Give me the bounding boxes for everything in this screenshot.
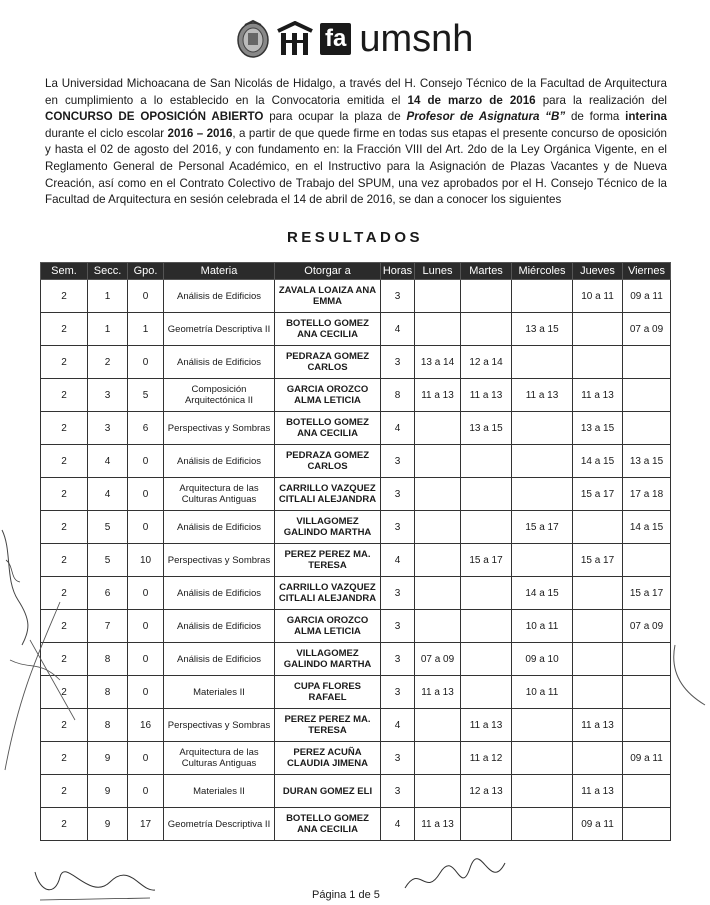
table-row [41, 445, 671, 478]
table-row [41, 610, 671, 643]
table-cell: 3 [381, 610, 415, 643]
signature-bottom-right [400, 858, 510, 903]
table-cell: 0 [128, 676, 164, 709]
table-cell: 17 a 18 [623, 478, 671, 511]
table-cell: 11 a 13 [461, 379, 512, 412]
table-cell: 09 a 11 [623, 742, 671, 775]
table-cell: 0 [128, 478, 164, 511]
table-cell: 2 [41, 676, 88, 709]
header-logos [236, 14, 473, 64]
table-cell [415, 412, 461, 445]
table-cell: 15 a 17 [623, 577, 671, 610]
table-cell: 2 [41, 577, 88, 610]
table-cell: 3 [381, 577, 415, 610]
table-cell [512, 445, 573, 478]
table-cell: PEDRAZA GOMEZ CARLOS [275, 346, 381, 379]
column-header: Martes [461, 263, 512, 280]
table-cell: 13 a 14 [415, 346, 461, 379]
table-cell: Análisis de Edificios [164, 346, 275, 379]
table-cell [512, 742, 573, 775]
table-cell: CUPA FLORES RAFAEL [275, 676, 381, 709]
table-cell: 14 a 15 [623, 511, 671, 544]
table-cell: Perspectivas y Sombras [164, 544, 275, 577]
table-cell: 1 [88, 313, 128, 346]
table-cell: 15 a 17 [573, 478, 623, 511]
table-cell: 2 [41, 544, 88, 577]
table-cell: 11 a 13 [461, 709, 512, 742]
table-row [41, 346, 671, 379]
table-cell: 2 [41, 313, 88, 346]
table-cell [415, 775, 461, 808]
results-table [40, 262, 671, 841]
table-cell [461, 511, 512, 544]
table-cell: 4 [381, 808, 415, 841]
table-cell [415, 577, 461, 610]
table-cell [461, 313, 512, 346]
table-cell: 12 a 14 [461, 346, 512, 379]
table-row [41, 577, 671, 610]
table-row [41, 709, 671, 742]
table-cell: 3 [88, 412, 128, 445]
table-cell: 2 [41, 775, 88, 808]
table-cell: 17 [128, 808, 164, 841]
table-cell: 10 a 11 [573, 280, 623, 313]
table-cell: Materiales II [164, 775, 275, 808]
table-cell: 5 [88, 544, 128, 577]
table-cell: 2 [41, 511, 88, 544]
table-cell: 5 [128, 379, 164, 412]
table-cell: 09 a 11 [573, 808, 623, 841]
table-cell: 4 [381, 544, 415, 577]
table-row [41, 412, 671, 445]
table-cell: 2 [88, 346, 128, 379]
column-header: Secc. [88, 263, 128, 280]
table-cell: GARCIA OROZCO ALMA LETICIA [275, 379, 381, 412]
table-cell: 12 a 13 [461, 775, 512, 808]
table-cell [415, 478, 461, 511]
table-cell: Análisis de Edificios [164, 610, 275, 643]
table-cell [573, 676, 623, 709]
table-cell [573, 346, 623, 379]
table-cell [461, 280, 512, 313]
table-cell: BOTELLO GOMEZ ANA CECILIA [275, 808, 381, 841]
table-cell: 3 [381, 643, 415, 676]
table-cell [461, 676, 512, 709]
table-cell: 8 [88, 709, 128, 742]
table-cell: 07 a 09 [623, 610, 671, 643]
table-cell: BOTELLO GOMEZ ANA CECILIA [275, 313, 381, 346]
table-cell [623, 379, 671, 412]
table-cell [415, 313, 461, 346]
table-cell: 13 a 15 [623, 445, 671, 478]
results-heading: RESULTADOS [286, 229, 424, 246]
table-cell [512, 775, 573, 808]
table-cell: 4 [88, 445, 128, 478]
intro-paragraph: La Universidad Michoacana de San Nicolás de Hidalgo, a través del H. Consejo Técnico de la Facultad de Arquitectura en cumplimiento a lo establecido en la Convocatoria emitida el 14 de marzo de 2016 para la realización del CONCURSO DE OPOSICIÓN ABIERTO para ocupar la plaza de Profesor de Asignatura “B” de forma interina durante el ciclo escolar 2016 – 2016, a partir de que quede firme en todas sus etapas el presente concurso de oposición y hasta el 02 de agosto del 2016, y con fundamento en: la Fracción VIII del Art. 2do de la Ley Orgánica Vigente, en el Reglamento General de Personal Académico, en el Instructivo para la Asignación de Plazas Vacantes y de Nueva Creación, así como en el Contrato Colectivo de Trabajo del SPUM, una vez aprobados por el H. Consejo Técnico de la Facultad de Arquitectura en sesión celebrada el 14 de abril de 2016, se dan a conocer los siguientes [45, 77, 668, 207]
table-cell: 2 [41, 379, 88, 412]
table-cell: Composición Arquitectónica II [164, 379, 275, 412]
table-cell: 16 [128, 709, 164, 742]
table-cell [623, 643, 671, 676]
table-row [41, 544, 671, 577]
table-cell: 15 a 17 [512, 511, 573, 544]
table-cell: 3 [381, 676, 415, 709]
column-header: Sem. [41, 263, 88, 280]
table-cell [461, 808, 512, 841]
table-cell: 09 a 10 [512, 643, 573, 676]
table-header-row [41, 263, 671, 280]
table-cell [512, 709, 573, 742]
table-cell: DURAN GOMEZ ELI [275, 775, 381, 808]
table-cell [512, 478, 573, 511]
table-cell: 11 a 13 [415, 379, 461, 412]
signature-right-margin [670, 640, 710, 710]
table-cell: Análisis de Edificios [164, 280, 275, 313]
table-cell [415, 610, 461, 643]
table-cell: 6 [88, 577, 128, 610]
table-cell: 1 [88, 280, 128, 313]
table-cell: 3 [381, 478, 415, 511]
table-cell: 8 [88, 676, 128, 709]
table-cell: 14 a 15 [573, 445, 623, 478]
table-cell: 2 [41, 610, 88, 643]
table-cell: 11 a 12 [461, 742, 512, 775]
table-cell [623, 709, 671, 742]
fa-logo: fa [320, 23, 351, 55]
table-cell: 3 [381, 280, 415, 313]
table-cell: 10 a 11 [512, 610, 573, 643]
table-cell [461, 577, 512, 610]
table-row [41, 775, 671, 808]
table-cell: 3 [381, 445, 415, 478]
table-cell: 11 a 13 [573, 379, 623, 412]
table-cell: 3 [381, 511, 415, 544]
university-seal-icon [236, 19, 270, 59]
table-cell [573, 577, 623, 610]
table-cell [623, 676, 671, 709]
table-cell: 9 [88, 775, 128, 808]
table-cell: 0 [128, 445, 164, 478]
signature-left-margin [0, 520, 40, 650]
table-cell: 11 a 13 [512, 379, 573, 412]
table-cell: 8 [381, 379, 415, 412]
column-header: Gpo. [128, 263, 164, 280]
table-cell: 9 [88, 742, 128, 775]
table-cell: CARRILLO VAZQUEZ CITLALI ALEJANDRA [275, 577, 381, 610]
table-cell: 13 a 15 [573, 412, 623, 445]
table-cell: 0 [128, 742, 164, 775]
table-cell: 4 [88, 478, 128, 511]
table-cell [461, 610, 512, 643]
table-cell: 10 a 11 [512, 676, 573, 709]
table-cell: Geometría Descriptiva II [164, 808, 275, 841]
table-cell: 4 [381, 412, 415, 445]
table-cell: Materiales II [164, 676, 275, 709]
table-cell [512, 280, 573, 313]
table-cell: 1 [128, 313, 164, 346]
table-cell [573, 313, 623, 346]
table-cell [512, 544, 573, 577]
table-cell: GARCIA OROZCO ALMA LETICIA [275, 610, 381, 643]
column-header: Jueves [573, 263, 623, 280]
table-cell: 0 [128, 643, 164, 676]
table-cell [415, 544, 461, 577]
table-cell: 8 [88, 643, 128, 676]
table-cell: ZAVALA LOAIZA ANA EMMA [275, 280, 381, 313]
table-row [41, 676, 671, 709]
table-cell: 2 [41, 643, 88, 676]
table-cell: 11 a 13 [415, 676, 461, 709]
table-cell [573, 511, 623, 544]
table-cell: Geometría Descriptiva II [164, 313, 275, 346]
table-row [41, 313, 671, 346]
table-cell: 4 [381, 313, 415, 346]
column-header: Horas [381, 263, 415, 280]
table-row [41, 280, 671, 313]
table-cell: Análisis de Edificios [164, 445, 275, 478]
table-row [41, 511, 671, 544]
column-header: Viernes [623, 263, 671, 280]
table-cell: 13 a 15 [512, 313, 573, 346]
table-cell: 14 a 15 [512, 577, 573, 610]
table-cell: 2 [41, 346, 88, 379]
table-cell: 2 [41, 709, 88, 742]
table-cell: VILLAGOMEZ GALINDO MARTHA [275, 643, 381, 676]
table-cell: 0 [128, 346, 164, 379]
column-header: Otorgar a [275, 263, 381, 280]
table-cell: PEREZ PEREZ MA. TERESA [275, 709, 381, 742]
column-header: Miércoles [512, 263, 573, 280]
table-cell: 2 [41, 412, 88, 445]
table-cell: 2 [41, 478, 88, 511]
table-cell: PEREZ ACUÑA CLAUDIA JIMENA [275, 742, 381, 775]
table-cell: 0 [128, 511, 164, 544]
table-cell: 09 a 11 [623, 280, 671, 313]
table-cell: 15 a 17 [461, 544, 512, 577]
table-cell: Análisis de Edificios [164, 511, 275, 544]
table-cell: 2 [41, 445, 88, 478]
table-cell: 3 [88, 379, 128, 412]
table-cell [623, 346, 671, 379]
table-cell: 15 a 17 [573, 544, 623, 577]
table-cell: 0 [128, 280, 164, 313]
table-cell [623, 775, 671, 808]
table-cell: 3 [381, 742, 415, 775]
table-cell: PEREZ PEREZ MA. TERESA [275, 544, 381, 577]
table-cell: 3 [381, 346, 415, 379]
table-cell [623, 808, 671, 841]
table-cell: 11 a 13 [573, 775, 623, 808]
table-cell [461, 445, 512, 478]
table-cell: BOTELLO GOMEZ ANA CECILIA [275, 412, 381, 445]
column-header: Materia [164, 263, 275, 280]
column-header: Lunes [415, 263, 461, 280]
table-cell: 2 [41, 808, 88, 841]
table-cell: Análisis de Edificios [164, 643, 275, 676]
table-cell: 11 a 13 [415, 808, 461, 841]
table-row [41, 742, 671, 775]
table-cell [573, 742, 623, 775]
table-cell: 11 a 13 [573, 709, 623, 742]
table-cell: 7 [88, 610, 128, 643]
table-cell: Perspectivas y Sombras [164, 709, 275, 742]
page-number: Página 1 de 5 [312, 889, 380, 901]
table-cell [415, 280, 461, 313]
table-cell: 07 a 09 [415, 643, 461, 676]
table-cell [415, 511, 461, 544]
signature-bottom-left [30, 862, 160, 905]
table-cell [512, 346, 573, 379]
table-cell: Análisis de Edificios [164, 577, 275, 610]
table-cell: VILLAGOMEZ GALINDO MARTHA [275, 511, 381, 544]
table-cell: 5 [88, 511, 128, 544]
table-row [41, 643, 671, 676]
table-cell [512, 808, 573, 841]
umsnh-logo-text: umsnh [359, 17, 474, 60]
table-cell: PEDRAZA GOMEZ CARLOS [275, 445, 381, 478]
table-cell: 4 [381, 709, 415, 742]
table-cell [415, 709, 461, 742]
table-cell: CARRILLO VAZQUEZ CITLALI ALEJANDRA [275, 478, 381, 511]
table-cell: 0 [128, 577, 164, 610]
table-row [41, 808, 671, 841]
table-cell [461, 478, 512, 511]
table-cell: 2 [41, 280, 88, 313]
table-cell: Arquitectura de las Culturas Antiguas [164, 742, 275, 775]
table-cell [415, 742, 461, 775]
table-row [41, 379, 671, 412]
table-cell: 0 [128, 775, 164, 808]
architecture-faculty-icon [276, 21, 314, 57]
table-cell: 10 [128, 544, 164, 577]
table-cell: Perspectivas y Sombras [164, 412, 275, 445]
table-cell: 9 [88, 808, 128, 841]
table-cell [623, 544, 671, 577]
table-cell: 07 a 09 [623, 313, 671, 346]
table-cell: 0 [128, 610, 164, 643]
table-cell: 13 a 15 [461, 412, 512, 445]
table-cell [623, 412, 671, 445]
table-row [41, 478, 671, 511]
table-cell: 6 [128, 412, 164, 445]
table-cell [415, 445, 461, 478]
table-cell [573, 643, 623, 676]
table-cell: 2 [41, 742, 88, 775]
table-cell [461, 643, 512, 676]
table-cell [512, 412, 573, 445]
table-cell: 3 [381, 775, 415, 808]
table-cell: Arquitectura de las Culturas Antiguas [164, 478, 275, 511]
table-cell [573, 610, 623, 643]
